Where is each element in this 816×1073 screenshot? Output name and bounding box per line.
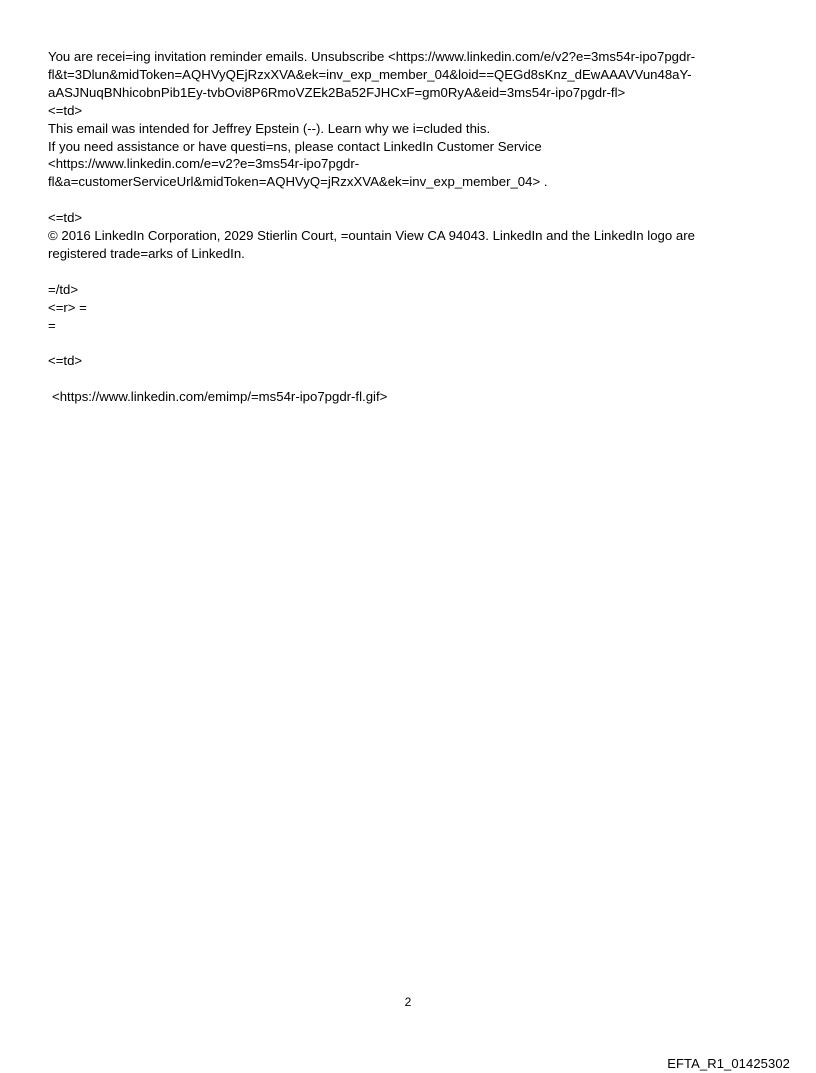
tracking-link-line: <https://www.linkedin.com/emimp/=ms54r-ipo7pgdr-fl.gif> (52, 389, 388, 405)
text-line: <=r> = (48, 299, 87, 315)
page-number: 2 (404, 995, 412, 1009)
document-id: EFTA_R1_01425302 (667, 1056, 790, 1071)
blank-line (48, 334, 738, 352)
text-line: = (48, 317, 56, 333)
text-line: If you need assistance or have questi=ns, please contact LinkedIn Customer Service (48, 138, 542, 154)
text-line: © 2016 LinkedIn Corporation, 2029 Stierlin Court, =ountain View CA 94043. LinkedIn and the LinkedIn logo are (48, 228, 695, 244)
text-line: <https://www.linkedin.com/e=v2?e=3ms54r-ipo7pgdr- (48, 156, 360, 172)
text-line: registered trade=arks of LinkedIn. (48, 245, 245, 261)
text-line: <=td> (48, 353, 83, 369)
text-line: =/td> (48, 281, 79, 297)
text-line: You are recei=ing invitation reminder emails. Unsubscribe <https://www.linkedin.com/e/v2?e=3ms54r-ipo7pgdr- (48, 49, 696, 64)
text-line: <=td> (48, 210, 83, 226)
text-line: This email was intended for Jeffrey Epstein (--). Learn why we i=cluded this. (48, 120, 491, 136)
text-line: fl&t=3Dlun&midToken=AQHVyQEjRzxXVA&ek=inv_exp_member_04&loid==QEGd8sKnz_dEwAAAVVun48aY- (48, 66, 692, 82)
email-body (48, 48, 738, 406)
text-line: <=td> (48, 102, 83, 118)
text-line: fl&a=customerServiceUrl&midToken=AQHVyQ=jRzxXVA&ek=inv_exp_member_04> . (48, 174, 548, 190)
blank-line (48, 263, 738, 281)
blank-line (48, 370, 738, 388)
text-line: aASJNuqBNhicobnPib1Ey-tvbOvi8P6RmoVZEk2Ba52FJHCxF=gm0RyA&eid=3ms54r-ipo7pgdr-fl> (48, 84, 626, 100)
blank-line (48, 191, 738, 209)
